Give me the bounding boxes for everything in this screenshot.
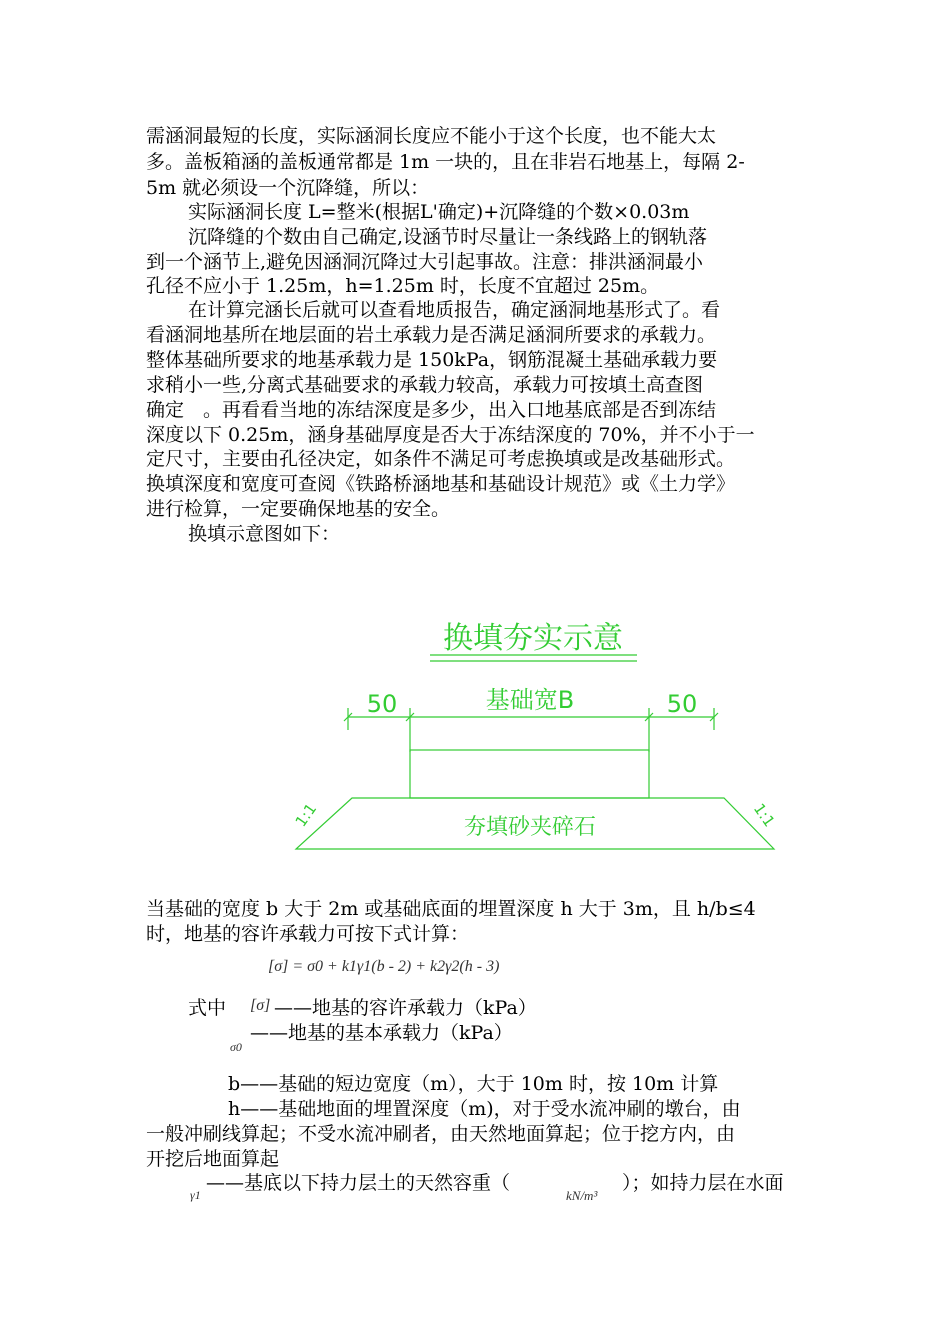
text-line: 5m 就必须设一个沉降缝，所以： xyxy=(146,177,430,199)
foundation-block xyxy=(410,750,649,798)
backfill-diagram xyxy=(280,610,800,860)
text-line: 看涵洞地基所在地层面的岩土承载力是否满足涵洞所要求的承载力。 xyxy=(146,324,717,346)
text-line: 当基础的宽度 b 大于 2m 或基础底面的埋置深度 h 大于 3m，且 h/b≤4 xyxy=(146,898,756,920)
length-formula-line: 实际涵洞长度 L=整米(根据L'确定)+沉降缝的个数×0.03m xyxy=(188,201,690,223)
text-line: 定尺寸，主要由孔径决定，如条件不满足可考虑换填或是改基础形式。 xyxy=(146,448,736,470)
diagram-title: 换填夯实示意 xyxy=(443,621,623,656)
text-line: 整体基础所要求的地基承载力是 150kPa，钢筋混凝土基础承载力要 xyxy=(146,349,718,371)
text-line: 深度以下 0.25m，涵身基础厚度是否大于冻结深度的 70%，并不小于一 xyxy=(146,424,755,446)
right-slope-label: 1:1 xyxy=(749,800,779,831)
text-line: 换填示意图如下： xyxy=(188,523,341,545)
right-dimension-label: 50 xyxy=(666,690,698,718)
unit-label: kN/m³ xyxy=(566,1188,598,1203)
text-line: 时，地基的容许承载力可按下式计算： xyxy=(146,923,470,945)
text-line: 换填深度和宽度可查阅《铁路桥涵地基和基础设计规范》或《土力学》 xyxy=(146,473,736,495)
text-line: 到一个涵节上,避免因涵洞沉降过大引起事故。注意：排洪涵洞最小 xyxy=(146,251,704,273)
gamma1-symbol: γ1 xyxy=(190,1188,201,1202)
bearing-capacity-formula: [σ] = σ0 + k1γ1(b - 2) + k2γ2(h - 3) xyxy=(268,958,500,975)
text-line: 沉降缝的个数由自己确定,设涵节时尽量让一条线路上的钢轨落 xyxy=(188,226,708,248)
text-line: 需涵洞最短的长度，实际涵洞长度应不能小于这个长度，也不能大太 xyxy=(146,125,717,147)
sigma0-definition: ——地基的基本承载力（kPa） xyxy=(250,1022,513,1044)
text-line: 进行检算，一定要确保地基的安全。 xyxy=(146,498,451,520)
text-line: 确定 。再看看当地的冻结深度是多少，出入口地基底部是否到冻结 xyxy=(146,399,717,421)
h-definition: 开挖后地面算起 xyxy=(146,1148,280,1170)
gamma1-definition-tail: ）；如持力层在水面 xyxy=(622,1172,784,1194)
b-definition: b——基础的短边宽度（m），大于 10m 时，按 10m 计算 xyxy=(228,1073,719,1095)
gamma1-definition: ——基底以下持力层土的天然容重（ xyxy=(206,1172,511,1194)
h-definition: h——基础地面的埋置深度（m)，对于受水流冲刷的墩台，由 xyxy=(228,1098,741,1120)
h-definition: 一般冲刷线算起；不受水流冲刷者，由天然地面算起；位于挖方内，由 xyxy=(146,1123,736,1145)
formula-intro: 式中 xyxy=(188,997,227,1019)
text-line: 在计算完涵长后就可以查看地质报告，确定涵洞地基形式了。看 xyxy=(188,299,721,321)
text-line: 多。盖板箱涵的盖板通常都是 1m 一块的，且在非岩石地基上，每隔 2- xyxy=(146,151,745,173)
fill-material-label: 夯填砂夹碎石 xyxy=(463,815,597,840)
sigma-definition: ——地基的容许承载力（kPa） xyxy=(274,997,537,1019)
sigma0-symbol: σ0 xyxy=(230,1040,242,1054)
text-line: 求稍小一些,分离式基础要求的承载力较高，承载力可按填土高查图 xyxy=(146,374,704,396)
left-dimension-label: 50 xyxy=(366,690,398,718)
sigma-symbol: [σ] xyxy=(250,997,271,1014)
left-slope-label: 1:1 xyxy=(291,800,321,831)
foundation-width-label: 基础宽B xyxy=(485,686,575,714)
text-line: 孔径不应小于 1.25m，h=1.25m 时，长度不宜超过 25m。 xyxy=(146,275,660,297)
